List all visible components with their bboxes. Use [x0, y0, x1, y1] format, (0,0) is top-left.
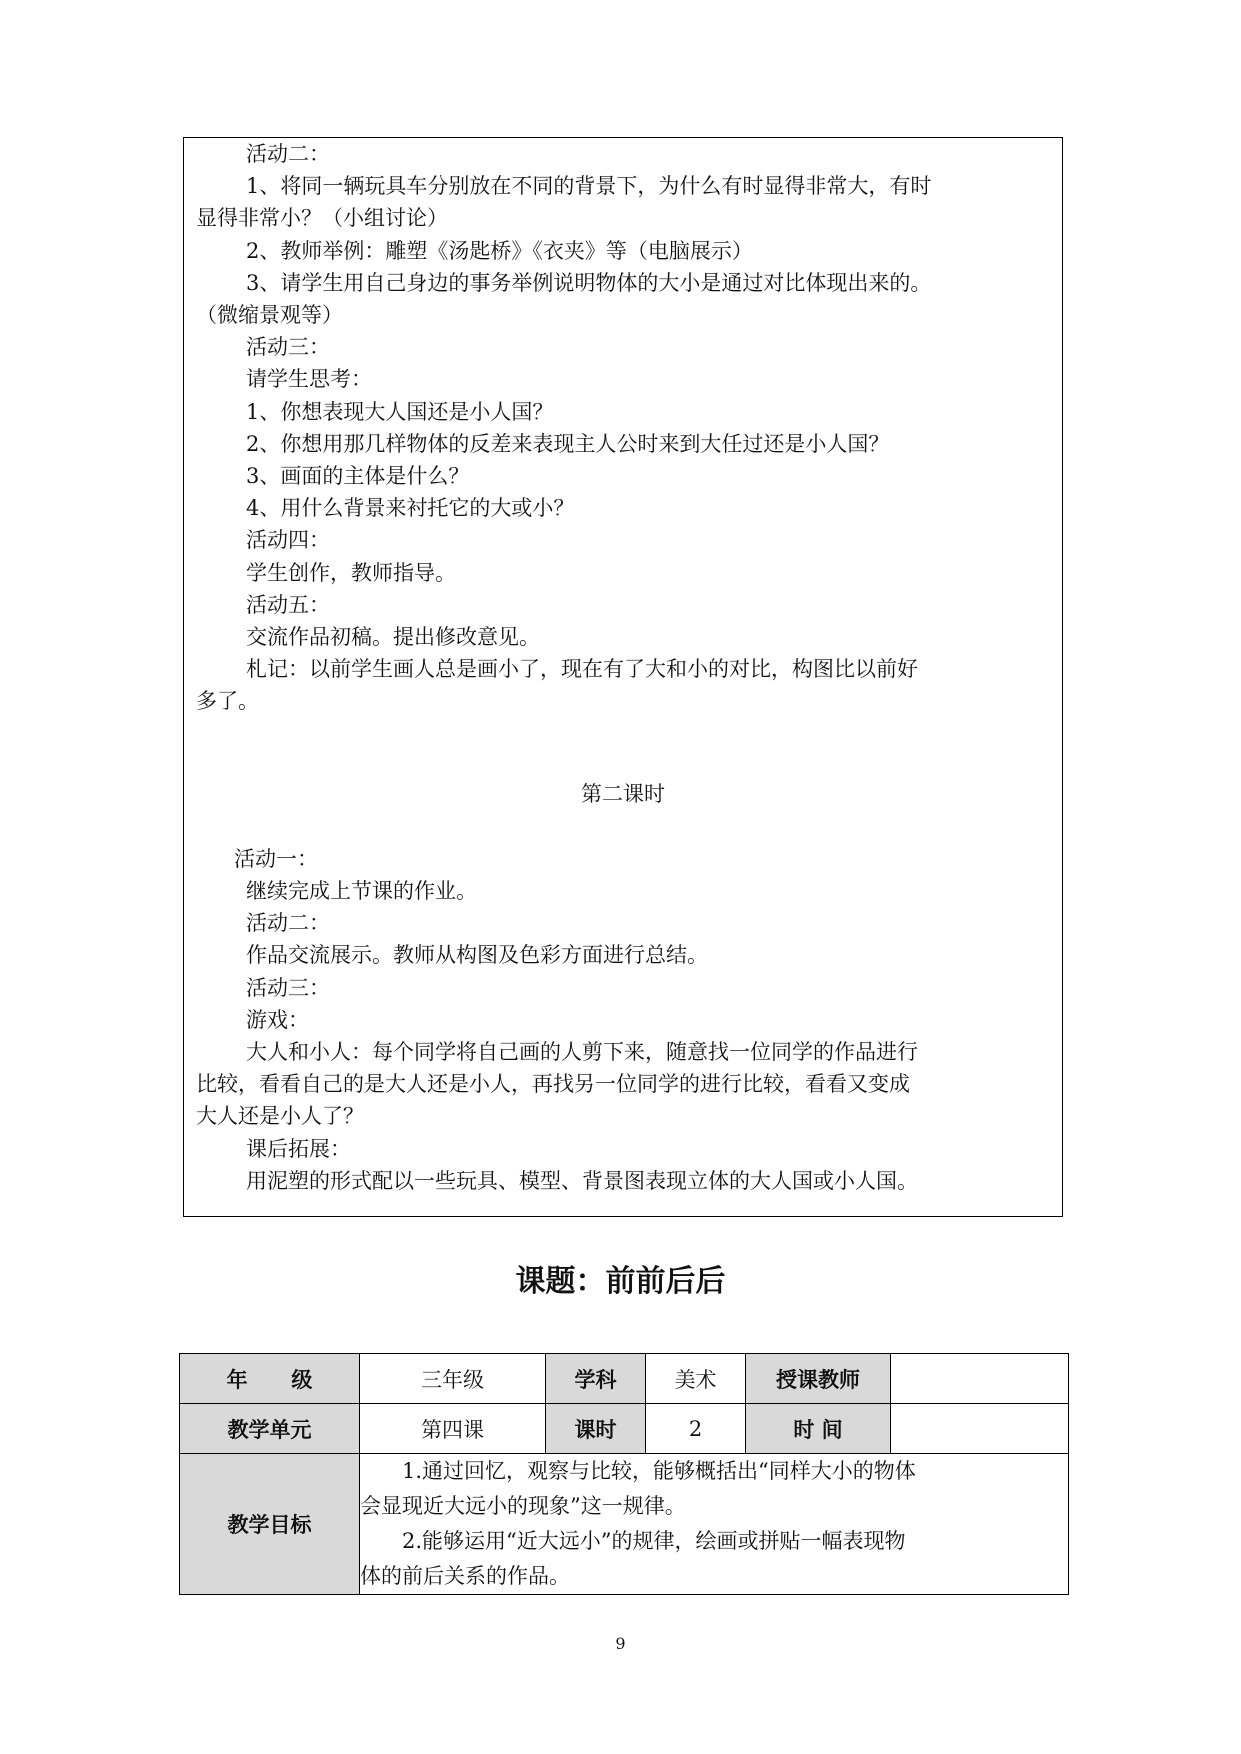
unit-label: 教学单元 — [180, 1404, 360, 1454]
text-line: 活动一： — [234, 847, 318, 871]
goals-cell — [360, 1454, 1069, 1595]
text-line: 显得非常小？（小组讨论） — [196, 206, 448, 230]
goal-line: 体的前后关系的作品。 — [360, 1564, 570, 1588]
text-line: 札记：以前学生画人总是画小了，现在有了大和小的对比，构图比以前好 — [246, 657, 918, 681]
table-row — [180, 1354, 1069, 1404]
unit-value: 第四课 — [360, 1404, 546, 1454]
section-heading: 第二课时 — [581, 782, 665, 806]
period-label: 课时 — [546, 1404, 646, 1454]
page-number: 9 — [615, 1634, 626, 1653]
text-line: 大人和小人：每个同学将自己画的人剪下来，随意找一位同学的作品进行 — [246, 1040, 918, 1064]
period-value: 2 — [646, 1404, 746, 1454]
lesson-content-box — [183, 137, 1063, 1217]
text-line: 1、将同一辆玩具车分别放在不同的背景下，为什么有时显得非常大，有时 — [246, 174, 932, 198]
subject-value: 美术 — [646, 1354, 746, 1404]
text-line: （微缩景观等） — [196, 303, 343, 327]
text-line: 多了。 — [196, 689, 259, 713]
goal-line: 1.通过回忆，观察与比较，能够概括出“同样大小的物体 — [402, 1459, 916, 1483]
text-line: 1、你想表现大人国还是小人国？ — [246, 400, 554, 424]
text-line: 继续完成上节课的作业。 — [246, 879, 477, 903]
text-line: 活动四： — [246, 528, 330, 552]
teacher-value — [891, 1354, 1069, 1404]
text-line: 2、教师举例：雕塑《汤匙桥》《衣夹》等（电脑展示） — [246, 239, 753, 263]
subject-label: 学科 — [546, 1354, 646, 1404]
table-row — [180, 1454, 1069, 1595]
goal-line: 会显现近大远小的现象”这一规律。 — [360, 1494, 686, 1518]
text-line: 3、请学生用自己身边的事务举例说明物体的大小是通过对比体现出来的。 — [246, 271, 932, 295]
text-line: 活动二： — [246, 142, 330, 166]
text-line: 活动五： — [246, 593, 330, 617]
grade-value: 三年级 — [360, 1354, 546, 1404]
text-line: 活动二： — [246, 911, 330, 935]
text-line: 交流作品初稿。提出修改意见。 — [246, 625, 540, 649]
lesson-title: 课题：前前后后 — [515, 1264, 726, 1299]
text-line: 游戏： — [246, 1008, 309, 1032]
text-line: 请学生思考： — [246, 367, 372, 391]
time-value — [891, 1404, 1069, 1454]
text-line: 用泥塑的形式配以一些玩具、模型、背景图表现立体的大人国或小人国。 — [246, 1169, 918, 1193]
teacher-label: 授课教师 — [746, 1354, 891, 1404]
text-line: 活动三： — [246, 335, 330, 359]
text-line: 学生创作，教师指导。 — [246, 561, 456, 585]
goal-line: 2.能够运用“近大远小”的规律，绘画或拼贴一幅表现物 — [402, 1529, 906, 1553]
text-line: 比较，看看自己的是大人还是小人，再找另一位同学的进行比较，看看又变成 — [196, 1072, 910, 1096]
text-line: 作品交流展示。教师从构图及色彩方面进行总结。 — [246, 943, 708, 967]
text-line: 3、画面的主体是什么？ — [246, 464, 470, 488]
text-line: 2、你想用那几样物体的反差来表现主人公时来到大任过还是小人国？ — [246, 432, 890, 456]
table-row — [180, 1404, 1069, 1454]
text-line: 课后拓展： — [246, 1137, 351, 1161]
time-label: 时 间 — [746, 1404, 891, 1454]
text-line: 活动三： — [246, 976, 330, 1000]
text-line: 4、用什么背景来衬托它的大或小？ — [246, 496, 575, 520]
goals-label: 教学目标 — [180, 1454, 360, 1595]
lesson-info-table — [179, 1353, 1069, 1595]
grade-label: 年 级 — [180, 1354, 360, 1404]
text-line: 大人还是小人了？ — [196, 1104, 364, 1128]
